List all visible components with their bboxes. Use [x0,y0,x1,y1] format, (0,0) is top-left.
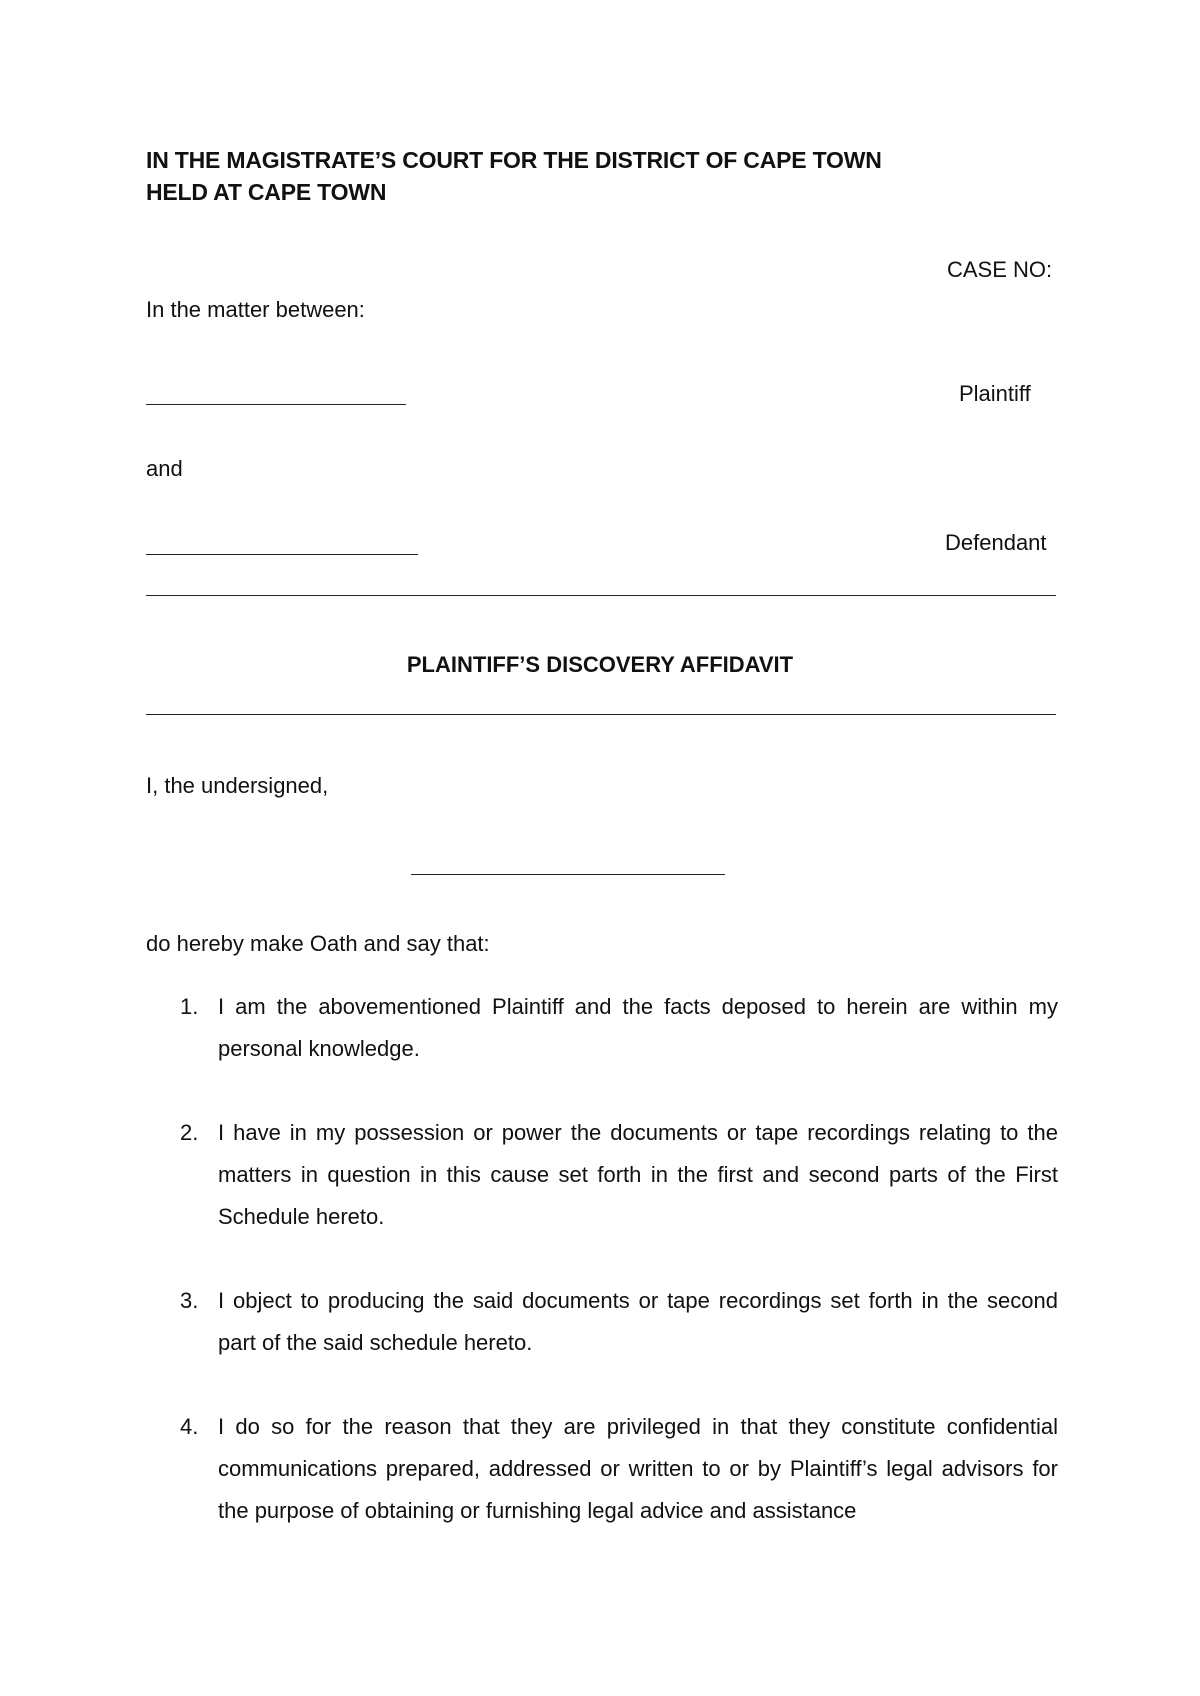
paragraph-text: I am the abovementioned Plaintiff and the facts deposed to herein are within my personal knowledge. [218,994,1058,1061]
undersigned-text: I, the undersigned, [146,773,329,798]
plaintiff-label: Plaintiff [959,381,1031,406]
defendant-name-blank [146,554,418,555]
title-bottom-divider [146,714,1056,715]
document-title: PLAINTIFF’S DISCOVERY AFFIDAVIT [406,652,794,677]
matter-between-text: In the matter between: [146,297,365,322]
paragraph-text: I have in my possession or power the documents or tape recordings relating to the matters in question in this cause set forth in the first and second parts of the First Schedule hereto. [218,1120,1058,1229]
list-item [146,1406,1058,1532]
list-item [146,1112,1058,1238]
paragraph-number: 4. [180,1414,199,1439]
paragraph-number: 3. [180,1288,199,1313]
numbered-paragraph-list [146,986,1058,1574]
deponent-name-blank [411,874,725,875]
plaintiff-name-blank [146,404,406,405]
case-number-label: CASE NO: [947,257,1053,282]
court-heading-line-1: IN THE MAGISTRATE’S COURT FOR THE DISTRICT OF CAPE TOWN [146,147,882,173]
and-text: and [146,456,183,481]
court-heading-line-2: HELD AT CAPE TOWN [146,179,387,205]
paragraph-text: I do so for the reason that they are privileged in that they constitute confidential communications prepared, addressed or written to or by Plaintiff’s legal advisors for the purpose of obtaining or furnishing legal advice and assistance [218,1414,1058,1523]
defendant-label: Defendant [945,530,1047,555]
list-item [146,1280,1058,1364]
paragraph-text: I object to producing the said documents or tape recordings set forth in the second part of the said schedule hereto. [218,1288,1058,1355]
list-item [146,986,1058,1070]
oath-intro-text: do hereby make Oath and say that: [146,931,490,956]
title-top-divider [146,595,1056,596]
paragraph-number: 2. [180,1120,199,1145]
paragraph-number: 1. [180,994,199,1019]
